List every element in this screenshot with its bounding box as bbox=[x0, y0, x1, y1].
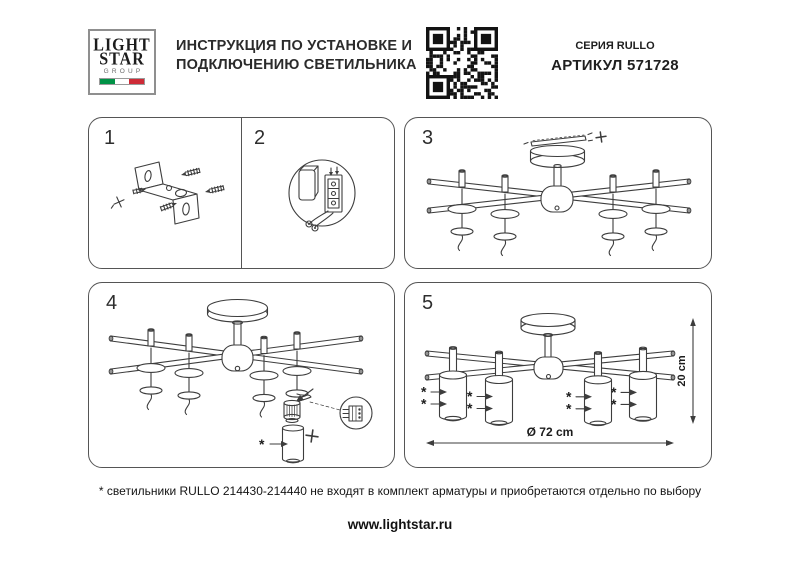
footnote: * светильники RULLO 214430-214440 не входят в комплект арматуры и приобретаются отдельно по выбору bbox=[98, 484, 702, 498]
step-number-2: 2 bbox=[254, 127, 266, 149]
screw-icon bbox=[305, 429, 319, 443]
hub-drawing bbox=[541, 186, 573, 212]
panel-step3 bbox=[404, 117, 712, 269]
diameter-dimension bbox=[426, 425, 674, 446]
footnote-mark: * bbox=[421, 395, 427, 412]
wires-drawing bbox=[306, 211, 333, 231]
logo-group: GROUP bbox=[103, 68, 144, 75]
junction-box-drawing bbox=[299, 166, 318, 200]
height-dimension-label: 20 cm bbox=[676, 355, 688, 387]
ceiling-plate-drawing bbox=[524, 133, 592, 146]
panel-step4 bbox=[88, 282, 395, 468]
terminal-detail-drawing bbox=[310, 397, 372, 429]
footnote-mark: * bbox=[467, 400, 473, 416]
qr-code bbox=[426, 27, 498, 99]
height-dimension bbox=[676, 318, 696, 424]
title-line2: ПОДКЛЮЧЕНИЮ СВЕТИЛЬНИКА bbox=[176, 57, 417, 73]
step1-step2-drawing bbox=[89, 118, 396, 270]
article-number: АРТИКУЛ 571728 bbox=[551, 57, 679, 74]
product-meta bbox=[530, 40, 700, 74]
page-title bbox=[176, 37, 417, 75]
hub-drawing bbox=[222, 345, 253, 371]
footnote-mark: * bbox=[566, 388, 572, 405]
stem-drawing bbox=[233, 321, 243, 345]
wall-anchor-icon bbox=[108, 195, 126, 211]
website: www.lightstar.ru bbox=[347, 517, 453, 532]
footnote-mark: * bbox=[611, 383, 617, 400]
terminal-block-drawing bbox=[325, 175, 342, 212]
stem-drawing bbox=[544, 334, 553, 358]
logo-star: STAR bbox=[99, 49, 145, 69]
hub-drawing bbox=[534, 357, 563, 379]
step-number-1: 1 bbox=[104, 127, 116, 149]
series-label: СЕРИЯ RULLO bbox=[575, 40, 655, 52]
step5-drawing bbox=[405, 283, 713, 469]
step-number-3: 3 bbox=[422, 127, 434, 149]
step-number-4: 4 bbox=[106, 292, 118, 314]
canopy-drawing bbox=[208, 300, 268, 323]
step4-drawing bbox=[89, 283, 396, 469]
wiring-detail-drawing bbox=[289, 160, 355, 231]
screw-icon bbox=[180, 168, 200, 178]
lamp-socket-drawing bbox=[284, 400, 300, 422]
title-line1: ИНСТРУКЦИЯ ПО УСТАНОВКЕ И bbox=[176, 38, 413, 54]
footnote-mark: * bbox=[259, 436, 265, 452]
lightstar-logo bbox=[88, 29, 156, 95]
step-number-5: 5 bbox=[422, 292, 434, 314]
step3-drawing bbox=[405, 118, 713, 270]
footnote-mark: * bbox=[421, 383, 427, 400]
logo-light: LIGHT bbox=[93, 35, 151, 55]
panel-step5 bbox=[404, 282, 712, 468]
panel-step1-step2 bbox=[88, 117, 395, 269]
screw-icon bbox=[204, 185, 224, 194]
footnote-mark: * bbox=[566, 400, 572, 417]
panel-divider bbox=[241, 118, 242, 268]
canopy-drawing bbox=[521, 314, 575, 336]
italy-flag-icon bbox=[99, 78, 145, 85]
footnote-mark: * bbox=[611, 395, 617, 412]
diameter-dimension-label: Ø 72 cm bbox=[526, 425, 574, 439]
footnote-mark: * bbox=[467, 388, 473, 404]
